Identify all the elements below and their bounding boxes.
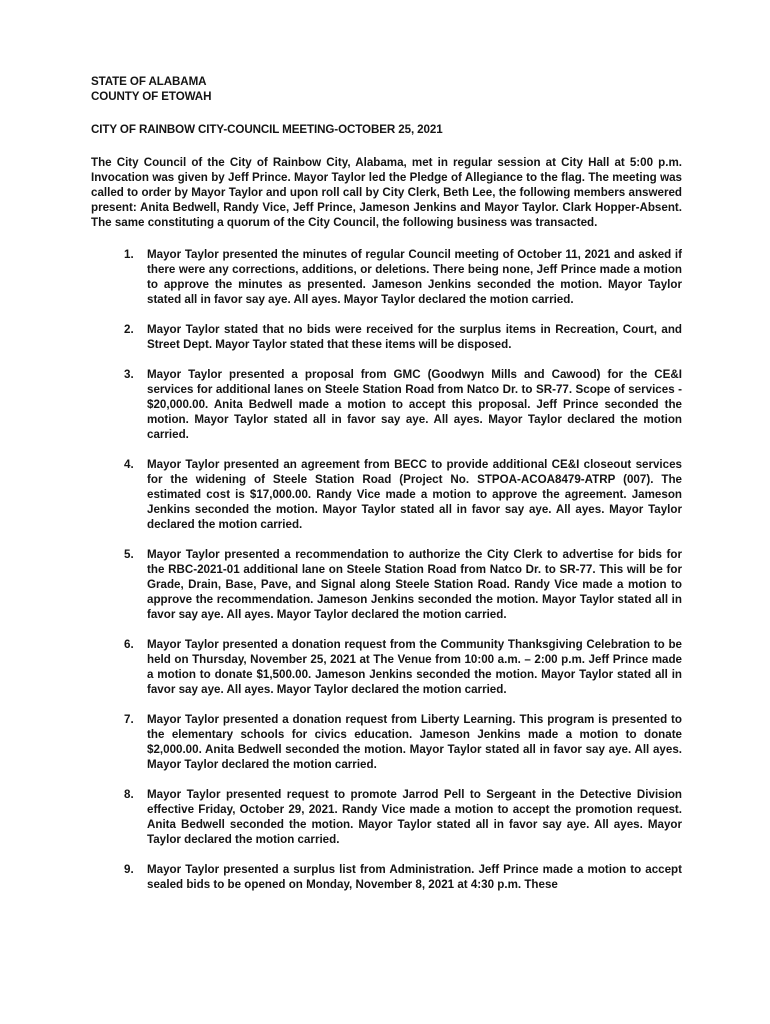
item-text: Mayor Taylor stated that no bids were received for the surplus items in Recreation, Court, and Street Dept. Mayor Taylor stated that these items will be disposed.	[147, 323, 682, 351]
item-number: 7.	[124, 713, 134, 726]
item-number: 2.	[124, 323, 134, 336]
item-number: 1.	[124, 248, 134, 261]
item-text: Mayor Taylor presented a donation request from Liberty Learning. This program is presented to the elementary schools for civics education. Jameson Jenkins made a motion to donate $2,000.00. Anita Bedwell seconded the motion. Mayor Taylor stated all in favor say aye. All ayes. Mayor Taylor declared the motion carried.	[147, 713, 682, 771]
meeting-title: CITY OF RAINBOW CITY-COUNCIL MEETING-OCTOBER 25, 2021	[91, 123, 443, 136]
item-text: Mayor Taylor presented a donation request from the Community Thanksgiving Celebration to be held on Thursday, November 25, 2021 at The Venue from 10:00 a.m. – 2:00 p.m. Jeff Prince made a motion to donate $1,500.00. Jameson Jenkins seconded the motion. Mayor Taylor stated all in favor say aye. All ayes. Mayor Taylor declared the motion carried.	[147, 638, 682, 696]
item-text: Mayor Taylor presented a proposal from GMC (Goodwyn Mills and Cawood) for the CE&I services for additional lanes on Steele Station Road from Natco Dr. to SR-77. Scope of services - $20,000.00. Anita Bedwell made a motion to accept this proposal. Jeff Prince seconded the motion. Mayor Taylor stated all in favor say aye. All ayes. Mayor Taylor declared the motion carried.	[147, 368, 682, 441]
list-item	[91, 322, 682, 352]
county-line: COUNTY OF ETOWAH	[91, 90, 212, 103]
list-item	[91, 637, 682, 697]
item-number: 4.	[124, 458, 134, 471]
item-number: 6.	[124, 638, 134, 651]
document-page	[91, 74, 682, 907]
item-number: 8.	[124, 788, 134, 801]
state-line: STATE OF ALABAMA	[91, 75, 207, 88]
item-text: Mayor Taylor presented a recommendation to authorize the City Clerk to advertise for bids for the RBC-2021-01 additional lane on Steele Station Road from Natco Dr. to SR-77. This will be for Grade, Drain, Base, Pave, and Signal along Steele Station Road. Randy Vice made a motion to approve the recommendation. Jameson Jenkins seconded the motion. Mayor Taylor stated all in favor say aye. All ayes. Mayor Taylor declared the motion carried.	[147, 548, 682, 621]
item-number: 9.	[124, 863, 134, 876]
list-item	[91, 457, 682, 532]
item-text: Mayor Taylor presented an agreement from BECC to provide additional CE&I closeout services for the widening of Steele Station Road (Project No. STPOA-ACOA8479-ATRP (007). The estimated cost is $17,000.00. Randy Vice made a motion to approve the agreement. Jameson Jenkins seconded the motion. Mayor Taylor stated all in favor say aye. All ayes. Mayor Taylor declared the motion carried.	[147, 458, 682, 531]
item-text: Mayor Taylor presented the minutes of regular Council meeting of October 11, 2021 and asked if there were any corrections, additions, or deletions. There being none, Jeff Prince made a motion to approve the minutes as presented. Jameson Jenkins seconded the motion. Mayor Taylor stated all in favor say aye. All ayes. Mayor Taylor declared the motion carried.	[147, 248, 682, 306]
list-item	[91, 547, 682, 622]
list-item	[91, 862, 682, 892]
list-item	[91, 247, 682, 307]
jurisdiction-header	[91, 74, 682, 104]
intro-paragraph: The City Council of the City of Rainbow City, Alabama, met in regular session at City Hall at 5:00 p.m. Invocation was given by Jeff Prince. Mayor Taylor led the Pledge of Allegiance to the flag. The meeting was called to order by Mayor Taylor and upon roll call by City Clerk, Beth Lee, the following members answered present: Anita Bedwell, Randy Vice, Jeff Prince, Jameson Jenkins and Mayor Taylor. Clark Hopper-Absent. The same constituting a quorum of the City Council, the following business was transacted.	[91, 156, 682, 229]
item-text: Mayor Taylor presented a surplus list from Administration. Jeff Prince made a motion to accept sealed bids to be opened on Monday, November 8, 2021 at 4:30 p.m. These	[147, 863, 682, 891]
list-item	[91, 367, 682, 442]
item-number: 3.	[124, 368, 134, 381]
item-number: 5.	[124, 548, 134, 561]
item-text: Mayor Taylor presented request to promote Jarrod Pell to Sergeant in the Detective Division effective Friday, October 29, 2021. Randy Vice made a motion to accept the promotion request. Anita Bedwell seconded the motion. Mayor Taylor stated all in favor say aye. All ayes. Mayor Taylor declared the motion carried.	[147, 788, 682, 846]
list-item	[91, 787, 682, 847]
business-items-list	[91, 247, 682, 892]
list-item	[91, 712, 682, 772]
